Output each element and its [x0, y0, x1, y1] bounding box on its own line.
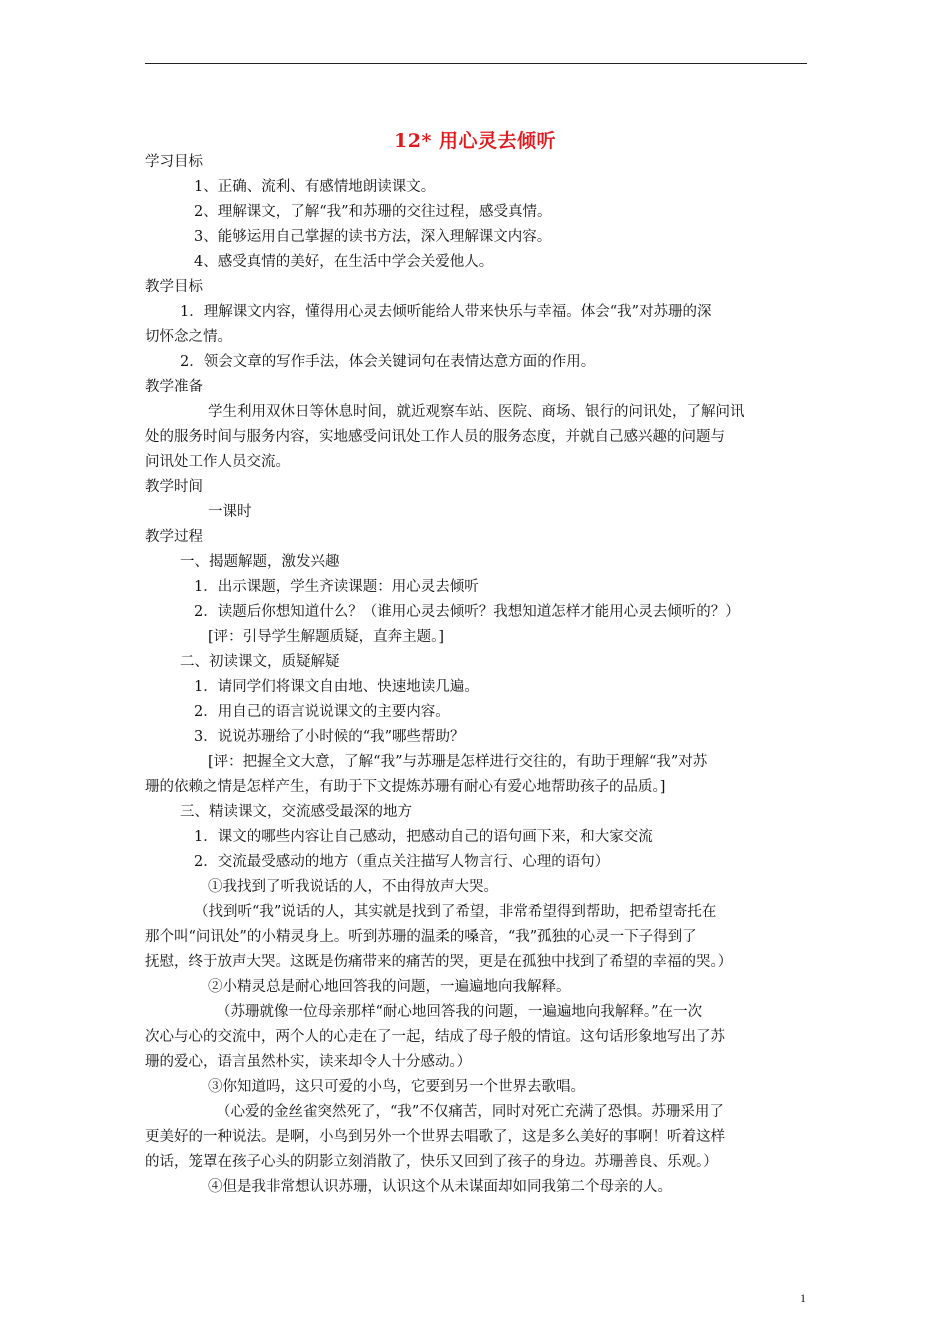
list-item: 1．请同学们将课文自由地、快速地读几遍。 — [194, 679, 479, 695]
subsection-heading: 三、精读课文，交流感受最深的地方 — [180, 804, 412, 820]
paragraph-line: 1．理解课文内容，懂得用心灵去倾听能给人带来快乐与幸福。体会“我”对苏珊的深 — [180, 304, 712, 320]
subsection-heading: 二、初读课文，质疑解疑 — [180, 654, 340, 670]
quote-line: ③你知道吗，这只可爱的小鸟，它要到另一个世界去歌唱。 — [208, 1079, 585, 1095]
paragraph-line: 次心与心的交流中，两个人的心走在了一起，结成了母子般的情谊。这句话形象地写出了苏 — [145, 1029, 725, 1045]
paragraph-line: （苏珊就像一位母亲那样“耐心地回答我的问题，一遍遍地向我解释。”在一次 — [216, 1004, 703, 1020]
list-item: 2．用自己的语言说说课文的主要内容。 — [194, 704, 450, 720]
section-heading-preparation: 教学准备 — [145, 379, 203, 395]
paragraph-line: 问讯处工作人员交流。 — [145, 454, 290, 470]
list-item: 3、能够运用自己掌握的读书方法，深入理解课文内容。 — [194, 229, 552, 245]
list-item: 2、理解课文，了解“我”和苏珊的交往过程，感受真情。 — [194, 204, 552, 220]
paragraph-line: 学生利用双休日等休息时间，就近观察车站、医院、商场、银行的问讯处，了解问讯 — [208, 404, 745, 420]
paragraph-line: 的话，笼罩在孩子心头的阴影立刻消散了，快乐又回到了孩子的身边。苏珊善良、乐观。） — [145, 1154, 718, 1170]
paragraph-line: （心爱的金丝雀突然死了，“我”不仅痛苦，同时对死亡充满了恐惧。苏珊采用了 — [216, 1104, 724, 1120]
paragraph-line: 切怀念之情。 — [145, 329, 232, 345]
list-item: 1．出示课题，学生齐读课题：用心灵去倾听 — [194, 579, 479, 595]
paragraph-line: 一课时 — [208, 504, 252, 520]
paragraph-line: （找到听“我”说话的人，其实就是找到了希望，非常希望得到帮助，把希望寄托在 — [194, 904, 717, 920]
section-heading-teaching-goals: 教学目标 — [145, 279, 203, 295]
comment-note: 珊的依赖之情是怎样产生，有助于下文提炼苏珊有耐心有爱心地帮助孩子的品质。] — [145, 779, 666, 795]
paragraph-line: 2．领会文章的写作手法，体会关键词句在表情达意方面的作用。 — [180, 354, 596, 370]
quote-line: ①我找到了听我说话的人，不由得放声大哭。 — [208, 879, 498, 895]
comment-note: [评：引导学生解题质疑，直奔主题。] — [208, 629, 445, 645]
paragraph-line: 更美好的一种说法。是啊，小鸟到另外一个世界去唱歌了，这是多么美好的事啊！听着这样 — [145, 1129, 725, 1145]
list-item: 4、感受真情的美好，在生活中学会关爱他人。 — [194, 254, 494, 270]
page-title: 12* 用心灵去倾听 — [394, 130, 556, 152]
paragraph-line: 处的服务时间与服务内容，实地感受问讯处工作人员的服务态度，并就自己感兴趣的问题与 — [145, 429, 725, 445]
list-item: 3．说说苏珊给了小时候的“我”哪些帮助？ — [194, 729, 465, 745]
list-item: 1、正确、流利、有感情地朗读课文。 — [194, 179, 436, 195]
paragraph-line: 珊的爱心，语言虽然朴实，读来却令人十分感动。） — [145, 1054, 472, 1070]
document-body — [145, 150, 807, 1200]
list-item: 1．课文的哪些内容让自己感动，把感动自己的语句画下来，和大家交流 — [194, 829, 653, 845]
paragraph-line: 那个叫“问讯处”的小精灵身上。听到苏珊的温柔的嗓音，“我”孤独的心灵一下子得到了 — [145, 929, 697, 945]
list-item: 2．交流最受感动的地方（重点关注描写人物言行、心理的语句） — [194, 854, 610, 870]
header-rule — [145, 63, 807, 64]
section-heading-time: 教学时间 — [145, 479, 203, 495]
quote-line: ④但是我非常想认识苏珊，认识这个从未谋面却如同我第二个母亲的人。 — [208, 1179, 672, 1195]
page-number: 1 — [800, 1291, 806, 1305]
section-heading-process: 教学过程 — [145, 529, 203, 545]
quote-line: ②小精灵总是耐心地回答我的问题，一遍遍地向我解释。 — [208, 979, 571, 995]
section-heading-learning-goals: 学习目标 — [145, 154, 203, 170]
list-item: 2．读题后你想知道什么？（谁用心灵去倾听？我想知道怎样才能用心灵去倾听的？） — [194, 604, 740, 620]
paragraph-line: 抚慰，终于放声大哭。这既是伤痛带来的痛苦的哭，更是在孤独中找到了希望的幸福的哭。） — [145, 954, 733, 970]
comment-note: [评：把握全文大意，了解“我”与苏珊是怎样进行交往的，有助于理解“我”对苏 — [208, 754, 708, 770]
subsection-heading: 一、揭题解题，激发兴趣 — [180, 554, 340, 570]
